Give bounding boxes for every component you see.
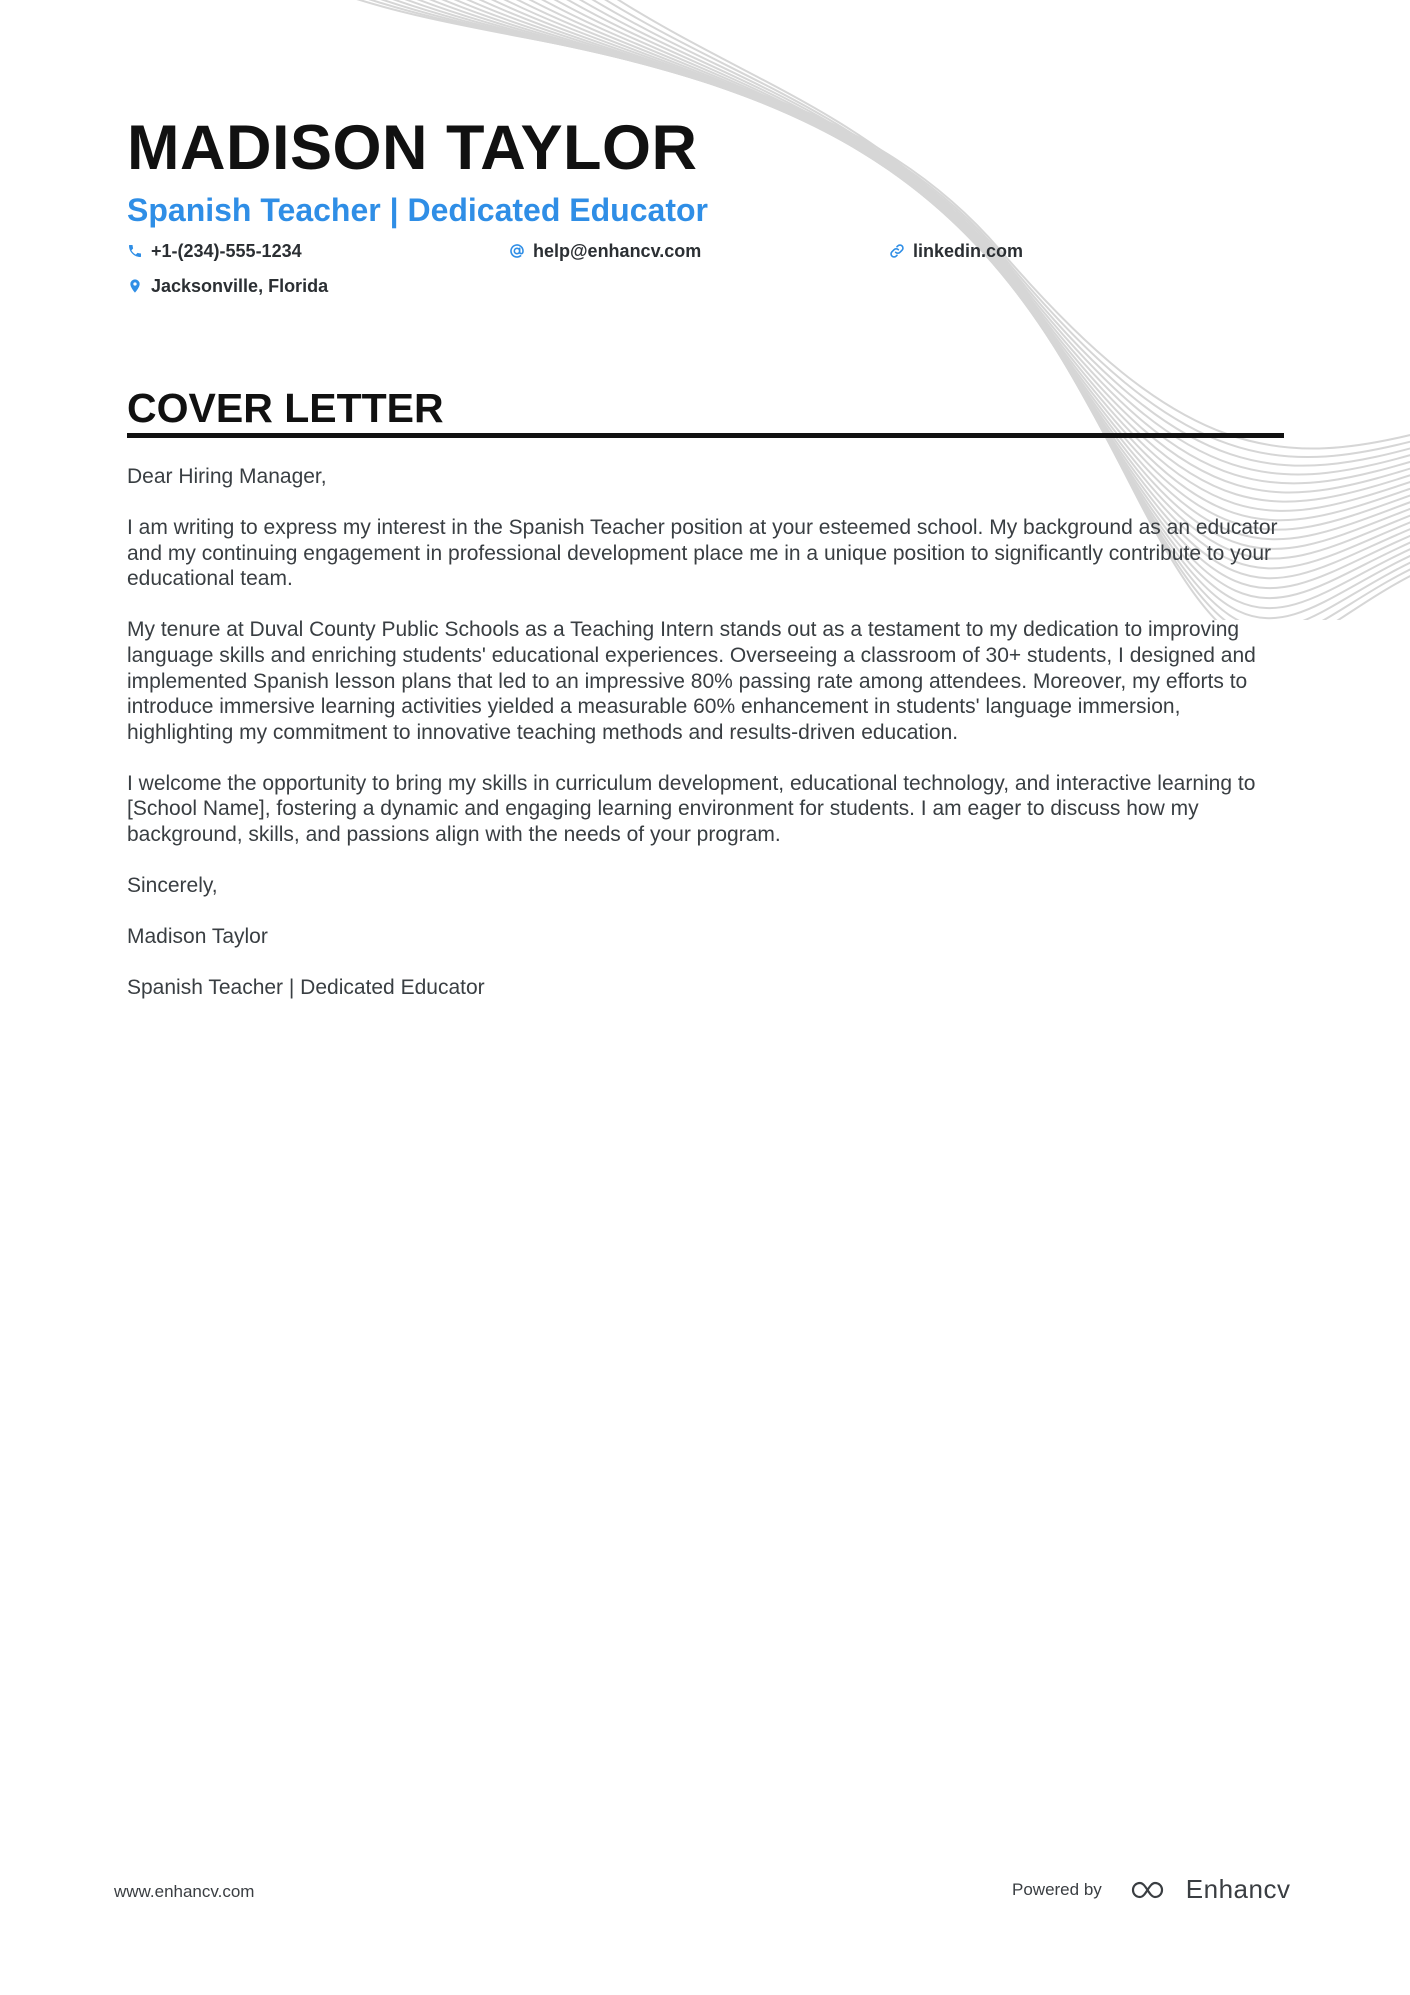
- letter-closing: Sincerely,: [127, 874, 218, 898]
- contact-email: [509, 239, 701, 263]
- letter-greeting: Dear Hiring Manager,: [127, 465, 327, 488]
- enhancv-logo-icon: [1130, 1878, 1176, 1902]
- link-text: linkedin.com: [913, 241, 1024, 261]
- candidate-headline: Spanish Teacher | Dedicated Educator: [127, 192, 708, 228]
- phone-text: +1-(234)-555-1234: [151, 241, 302, 261]
- letter-paragraph: I welcome the opportunity to bring my skills in curriculum development, educational technology, and interactive learning to [School Name], fostering a dynamic and engaging learning environment for students. I am eager to discuss how my background, skills, and passions align with the needs of your program.: [127, 771, 1256, 847]
- footer-website[interactable]: www.enhancv.com: [114, 1882, 255, 1901]
- wave-line: [356, 0, 1410, 466]
- email-text: help@enhancv.com: [533, 241, 702, 261]
- letter-paragraph: My tenure at Duval County Public Schools as a Teaching Intern stands out as a testament to my dedication to improving language skills and enriching students' educational experiences. Overseeing a classroom of 30+ students, I designed and implemented Spanish lesson plans that led to an impressive 80% passing rate among attendees. Moreover, my efforts to introduce immersive learning activities yielded a measurable 60% enhancement in students' language immersion, highlighting my commitment to innovative teaching methods and results-driven education.: [127, 618, 1256, 744]
- contact-phone: [127, 239, 302, 263]
- location-pin-icon: [127, 278, 143, 294]
- candidate-name: MADISON TAYLOR: [127, 113, 698, 183]
- section-divider: [127, 433, 1284, 438]
- brand-logo: [1130, 1874, 1291, 1905]
- at-icon: [509, 243, 525, 259]
- brand-name: Enhancv: [1185, 1874, 1291, 1904]
- phone-icon: [127, 243, 143, 259]
- link-icon: [889, 243, 905, 259]
- footer-branding: [1012, 1874, 1290, 1905]
- wave-line: [447, 0, 1410, 530]
- contact-location: [127, 274, 328, 298]
- wave-line: [460, 0, 1410, 539]
- letter-body: [127, 464, 1287, 1026]
- location-text: Jacksonville, Florida: [151, 276, 329, 296]
- signature-name: Madison Taylor: [127, 925, 268, 949]
- contact-link: [889, 239, 1023, 263]
- powered-by-label: Powered by: [1012, 1879, 1102, 1899]
- signature-title: Spanish Teacher | Dedicated Educator: [127, 976, 485, 1000]
- wave-line: [369, 0, 1410, 475]
- letter-paragraph: I am writing to express my interest in the Spanish Teacher position at your esteemed school. My background as an educator and my continuing engagement in professional development place me in a unique position to significantly contribute to your educational team.: [127, 516, 1278, 591]
- section-title: COVER LETTER: [127, 385, 444, 431]
